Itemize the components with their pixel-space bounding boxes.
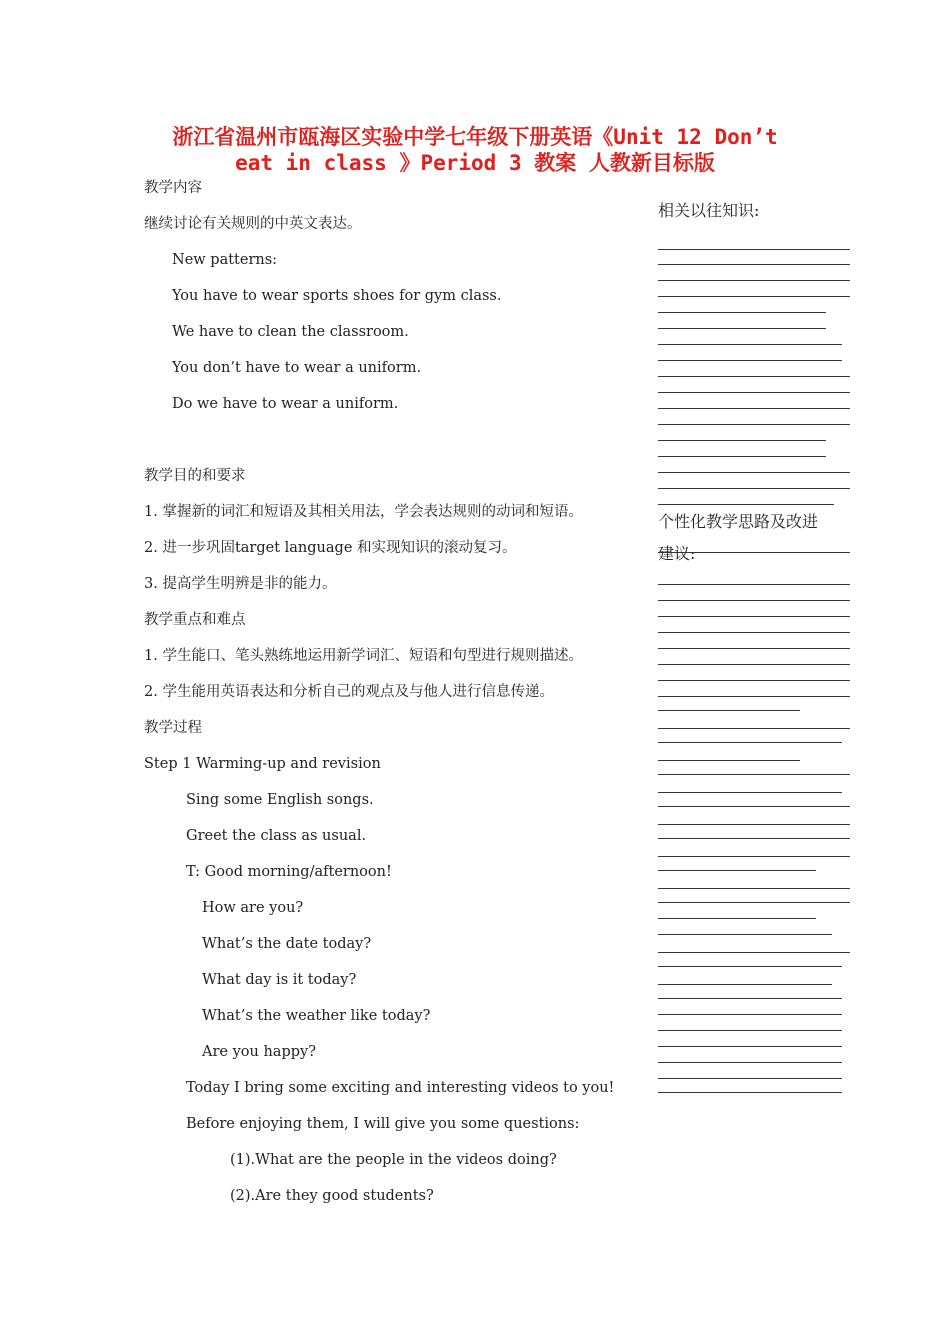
content-line: Sing some English songs.	[186, 792, 374, 808]
note-line	[658, 424, 850, 425]
note-line	[658, 280, 850, 281]
content-line: New patterns:	[172, 252, 278, 268]
note-line	[658, 934, 832, 935]
note-line	[658, 824, 850, 825]
content-line: We have to clean the classroom.	[172, 324, 409, 340]
note-line	[658, 456, 826, 457]
note-line	[658, 360, 842, 361]
prior-knowledge-label: 相关以往知识:	[658, 201, 760, 220]
content-line: What day is it today?	[202, 972, 357, 988]
note-line	[658, 249, 850, 250]
note-line	[658, 984, 832, 985]
note-line	[658, 296, 850, 297]
note-line	[658, 264, 850, 265]
content-line: 教学过程	[144, 720, 202, 736]
note-line	[658, 728, 850, 729]
note-line	[658, 792, 842, 793]
note-line	[658, 488, 850, 489]
note-line	[658, 504, 834, 505]
note-line	[658, 1046, 842, 1047]
note-line	[658, 856, 850, 857]
title-line-1: 浙江省温州市瓯海区实验中学七年级下册英语《Unit 12 Don’t	[172, 125, 778, 149]
note-line	[658, 680, 850, 681]
note-line	[658, 902, 850, 903]
note-line	[658, 1030, 842, 1031]
content-line: 2. 学生能用英语表达和分析自己的观点及与他人进行信息传递。	[144, 684, 554, 700]
note-line	[658, 344, 842, 345]
content-line: Step 1 Warming-up and revision	[144, 756, 381, 772]
note-line	[658, 998, 842, 999]
document-title	[150, 124, 800, 176]
note-line	[658, 600, 850, 601]
content-line: 教学目的和要求	[144, 468, 246, 484]
note-line	[658, 806, 850, 807]
content-line: 继续讨论有关规则的中英文表达。	[144, 216, 362, 232]
note-line	[658, 584, 850, 585]
note-line	[658, 632, 850, 633]
suggestion-label-line-2: 建议:	[658, 544, 696, 563]
content-line: Today I bring some exciting and interesting videos to you!	[186, 1080, 615, 1096]
content-line: (1).What are the people in the videos doing?	[230, 1152, 557, 1168]
content-line: Before enjoying them, I will give you some questions:	[186, 1116, 580, 1132]
note-line	[658, 760, 800, 761]
content-line: Greet the class as usual.	[186, 828, 367, 844]
suggestion-label-line-1: 个性化教学思路及改进	[658, 512, 819, 531]
note-line	[658, 472, 850, 473]
note-line	[658, 966, 842, 967]
content-line: How are you?	[202, 900, 304, 916]
title-line-2: eat in class 》Period 3 教案 人教新目标版	[235, 151, 715, 175]
note-line	[658, 408, 850, 409]
note-line	[658, 1014, 842, 1015]
content-line: 教学内容	[144, 180, 202, 196]
note-line	[658, 552, 850, 553]
note-line	[658, 1092, 842, 1093]
note-line	[658, 918, 816, 919]
note-line	[658, 1078, 842, 1079]
note-line	[658, 440, 826, 441]
note-line	[658, 328, 826, 329]
content-line: T: Good morning/afternoon!	[186, 864, 392, 880]
note-line	[658, 616, 850, 617]
content-line: 教学重点和难点	[144, 612, 246, 628]
content-line: (2).Are they good students?	[230, 1188, 434, 1204]
content-line: What’s the date today?	[202, 936, 372, 952]
note-line	[658, 648, 850, 649]
content-line: You don’t have to wear a uniform.	[172, 360, 422, 376]
note-line	[658, 664, 850, 665]
content-line: 2. 进一步巩固target language 和实现知识的滚动复习。	[144, 540, 517, 556]
note-line	[658, 888, 850, 889]
note-line	[658, 376, 850, 377]
note-line	[658, 710, 800, 711]
note-line	[658, 870, 816, 871]
content-line: 1. 学生能口、笔头熟练地运用新学词汇、短语和句型进行规则描述。	[144, 648, 583, 664]
note-line	[658, 312, 826, 313]
content-line: What’s the weather like today?	[202, 1008, 431, 1024]
note-line	[658, 774, 850, 775]
content-line: 1. 掌握新的词汇和短语及其相关用法，学会表达规则的动词和短语。	[144, 504, 583, 520]
content-line: Do we have to wear a uniform.	[172, 396, 399, 412]
note-line	[658, 392, 850, 393]
note-line	[658, 952, 850, 953]
note-line	[658, 696, 850, 697]
content-line: 3. 提高学生明辨是非的能力。	[144, 576, 337, 592]
note-line	[658, 1062, 842, 1063]
note-line	[658, 742, 842, 743]
content-line: Are you happy?	[202, 1044, 316, 1060]
note-line	[658, 838, 850, 839]
content-line: You have to wear sports shoes for gym class.	[172, 288, 502, 304]
